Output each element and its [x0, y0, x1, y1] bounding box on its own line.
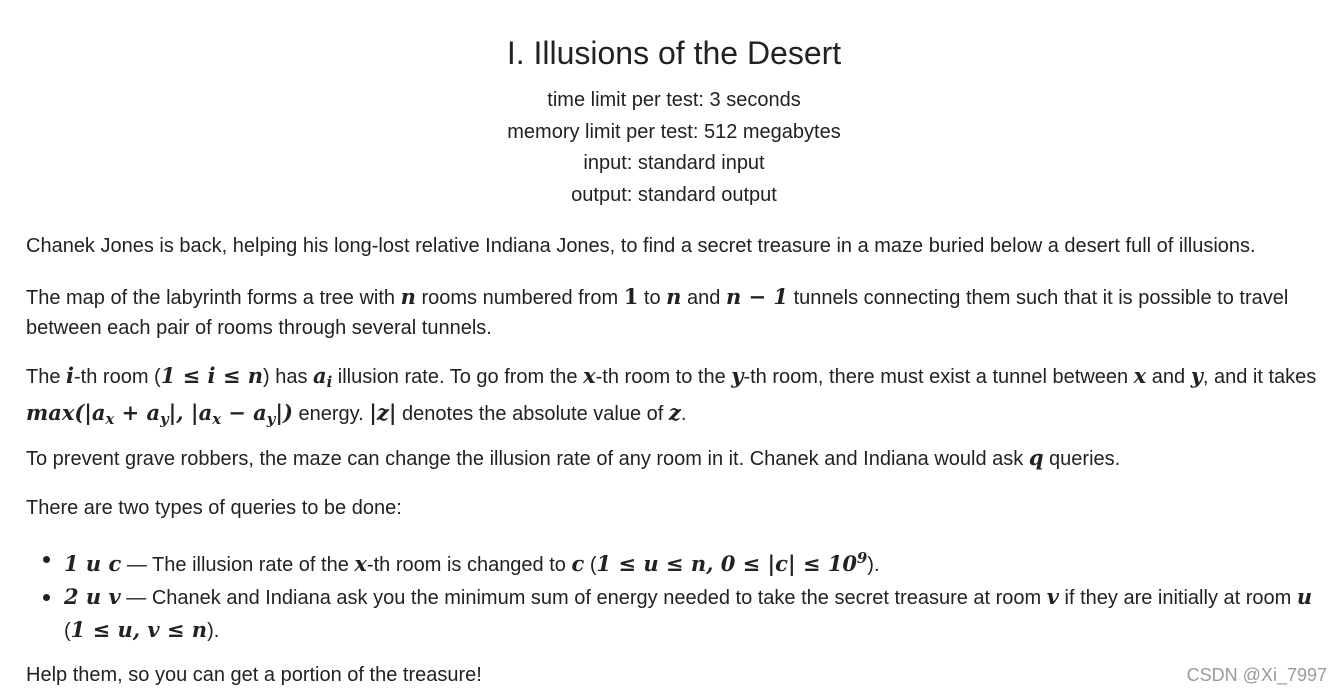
- bullet-dot: [43, 556, 50, 563]
- statement-paragraph-3: The i-th room (1 ≤ i ≤ n) has $a_i$ illusion rate. To go from the x-th room to the y-th room, there must exist a tunnel between x and y, and it takes $\max(|a_x + a_y|$, $|a_x - a_y|$) energy. |z| denotes the absolute value of z.: [26, 363, 1317, 428]
- problem-title: I. Illusions of the Desert: [506, 35, 842, 71]
- query-type-2: 2 u v — Chanek and Indiana ask you the minimum sum of energy needed to take the secret treasure at room v if they are initially at room u (1 ≤ u, v ≤ n).: [26, 581, 1326, 647]
- query-type-1: 1 u c — The illusion rate of the x-th room is changed to c (1 ≤ u ≤ n, $0 \le |c| \le 10^9$).: [26, 543, 1326, 581]
- input-spec: input: standard input: [583, 152, 765, 174]
- query-list: [26, 543, 1326, 647]
- output-spec: output: standard output: [571, 184, 777, 206]
- statement-paragraph-2: The map of the labyrinth forms a tree with n rooms numbered from 1 to n and n − 1 tunnels connecting them such that it is possible to travel between each pair of rooms through several tunnels.: [26, 284, 1289, 339]
- memory-limit: memory limit per test: 512 megabytes: [507, 121, 841, 143]
- watermark: CSDN @Xi_7997: [1186, 665, 1327, 685]
- statement-paragraph-6: Help them, so you can get a portion of the treasure!: [26, 664, 482, 686]
- bullet-dot: [43, 594, 50, 601]
- statement-paragraph-4: To prevent grave robbers, the maze can change the illusion rate of any room in it. Chanek and Indiana would ask q queries.: [26, 445, 1121, 470]
- statement-paragraph-1: Chanek Jones is back, helping his long-lost relative Indiana Jones, to find a secret treasure in a maze buried below a desert full of illusions.: [26, 235, 1256, 257]
- statement-paragraph-5: There are two types of queries to be done:: [26, 497, 402, 519]
- time-limit: time limit per test: 3 seconds: [547, 89, 801, 111]
